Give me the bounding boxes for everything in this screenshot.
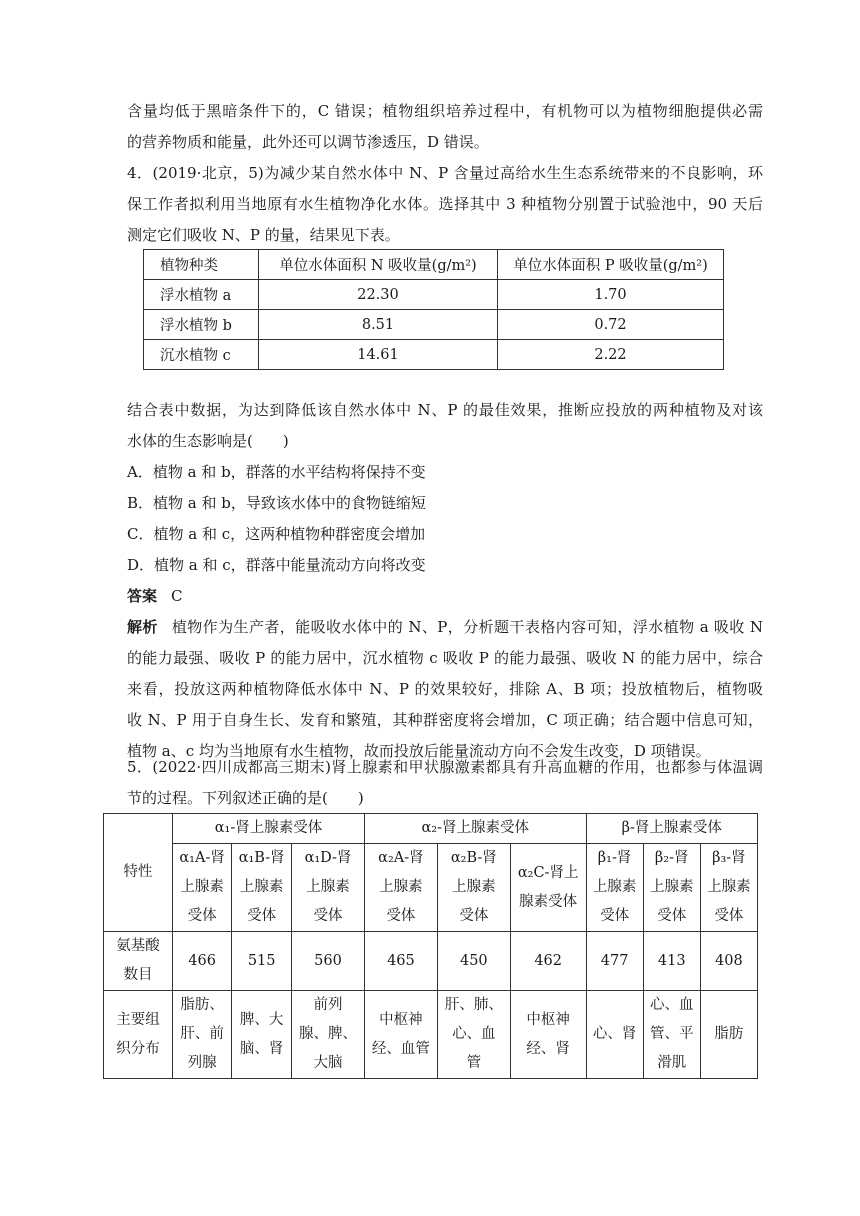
table-header: 单位水体面积 N 吸收量(g/m²): [259, 250, 498, 280]
table-cell: 413: [643, 932, 700, 991]
table-cell: 560: [292, 932, 365, 991]
table-cell: 515: [232, 932, 292, 991]
analysis-line: [127, 612, 763, 643]
table-cell: 8.51: [259, 310, 498, 340]
text-line: 的能力最强、吸收 P 的能力居中，沉水植物 c 吸收 P 的能力最强、吸收 N 的能力居中，综合: [127, 649, 763, 667]
answer-value: C: [171, 587, 183, 605]
table-subheader: β₃-肾 上腺素 受体: [700, 844, 757, 932]
table-cell: 466: [173, 932, 232, 991]
table-subheader: α₁A-肾 上腺素 受体: [173, 844, 232, 932]
table-subheader: β₂-肾 上腺素 受体: [643, 844, 700, 932]
text-line: 的营养物质和能量，此外还可以调节渗透压，D 错误。: [127, 133, 489, 151]
table-cell: 14.61: [259, 340, 498, 370]
table-subheader: α₁D-肾 上腺素 受体: [292, 844, 365, 932]
text-line: 来看，投放这两种植物降低水体中 N、P 的效果较好，排除 A、B 项；投放植物后，植物吸: [127, 680, 763, 698]
text-line: 节的过程。下列叙述正确的是( ): [127, 789, 364, 807]
table-row-label: 主要组 织分布: [104, 991, 173, 1079]
table-corner: 特性: [104, 814, 173, 932]
table-subheader: β₁-肾 上腺素 受体: [586, 844, 643, 932]
plant-absorption-table: [143, 249, 724, 370]
text-line: 测定它们吸收 N、P 的量，结果见下表。: [127, 226, 400, 244]
table-cell: 脂肪: [700, 991, 757, 1079]
table-subheader: α₂B-肾 上腺素 受体: [437, 844, 510, 932]
table-header-row: [144, 250, 724, 280]
intro-paragraph: [127, 96, 763, 158]
table-group-header: α₂-肾上腺素受体: [364, 814, 586, 844]
text-line: 植物 a、c 均为当地原有水生植物，故而投放后能量流动方向不会发生改变，D 项错误。: [127, 742, 711, 760]
table-cell: 中枢神 经、血管: [364, 991, 437, 1079]
question-5-stem: [127, 752, 763, 814]
analysis-label: 解析: [127, 618, 158, 636]
table-cell: 浮水植物 a: [144, 280, 259, 310]
text-line: 收 N、P 用于自身生长、发育和繁殖，其种群密度将会增加，C 项正确；结合题中信息可知，: [127, 711, 763, 729]
table-cell: 前列 腺、脾、 大脑: [292, 991, 365, 1079]
table-row: [144, 280, 724, 310]
table-cell: 477: [586, 932, 643, 991]
answer-label: 答案: [127, 587, 158, 605]
table-cell: 沉水植物 c: [144, 340, 259, 370]
text-line: 保工作者拟利用当地原有水生植物净化水体。选择其中 3 种植物分别置于试验池中，90 天后: [127, 195, 763, 213]
question-4-stem: [127, 158, 763, 251]
text-line: 4．(2019·北京，5)为减少某自然水体中 N、P 含量过高给水生生态系统带来的不良影响，环: [127, 164, 763, 182]
table-row: [104, 991, 758, 1079]
table-row: [144, 310, 724, 340]
table-cell: 0.72: [498, 310, 724, 340]
text-line: 植物作为生产者，能吸收水体中的 N、P，分析题干表格内容可知，浮水植物 a 吸收 N: [171, 618, 763, 636]
table-cell: 心、血 管、平 滑肌: [643, 991, 700, 1079]
text-line: 5．(2022·四川成都高三期末)肾上腺素和甲状腺激素都具有升高血糖的作用，也都参与体温调: [127, 758, 763, 776]
table-row: [104, 932, 758, 991]
table-subheader: α₂A-肾 上腺素 受体: [364, 844, 437, 932]
table-cell: 1.70: [498, 280, 724, 310]
table-cell: 脾、大 脑、肾: [232, 991, 292, 1079]
table-cell: 2.22: [498, 340, 724, 370]
table-cell: 浮水植物 b: [144, 310, 259, 340]
text-line: 含量均低于黑暗条件下的，C 错误；植物组织培养过程中，有机物可以为植物细胞提供必需: [127, 102, 763, 120]
adrenergic-receptor-table: [103, 813, 758, 1079]
table-subheader: α₂C-肾上 腺素受体: [510, 844, 586, 932]
table-header: 植物种类: [144, 250, 259, 280]
option-d: D．植物 a 和 c，群落中能量流动方向将改变: [127, 556, 426, 574]
table-cell: 脂肪、 肝、前 列腺: [173, 991, 232, 1079]
text-line: 结合表中数据，为达到降低该自然水体中 N、P 的最佳效果，推断应投放的两种植物及对该: [127, 401, 763, 419]
question-4-prompt: [127, 395, 763, 767]
table-cell: 462: [510, 932, 586, 991]
option-c: C．植物 a 和 c，这两种植物种群密度会增加: [127, 525, 426, 543]
table-subheader: α₁B-肾 上腺素 受体: [232, 844, 292, 932]
text-line: 水体的生态影响是( ): [127, 432, 289, 450]
option-b: B．植物 a 和 b，导致该水体中的食物链缩短: [127, 494, 426, 512]
table-cell: 心、肾: [586, 991, 643, 1079]
table-cell: 450: [437, 932, 510, 991]
table-row: [144, 340, 724, 370]
table-row-label: 氨基酸 数目: [104, 932, 173, 991]
answer-line: [127, 581, 763, 612]
table-subheader-row: [104, 844, 758, 932]
table-cell: 465: [364, 932, 437, 991]
table-group-header: α₁-肾上腺素受体: [173, 814, 365, 844]
table-header: 单位水体面积 P 吸收量(g/m²): [498, 250, 724, 280]
table-cell: 中枢神 经、肾: [510, 991, 586, 1079]
table-group-header: β-肾上腺素受体: [586, 814, 757, 844]
table-cell: 肝、肺、 心、血 管: [437, 991, 510, 1079]
option-a: A．植物 a 和 b，群落的水平结构将保持不变: [127, 463, 426, 481]
table-cell: 22.30: [259, 280, 498, 310]
table-group-row: [104, 814, 758, 844]
table-cell: 408: [700, 932, 757, 991]
